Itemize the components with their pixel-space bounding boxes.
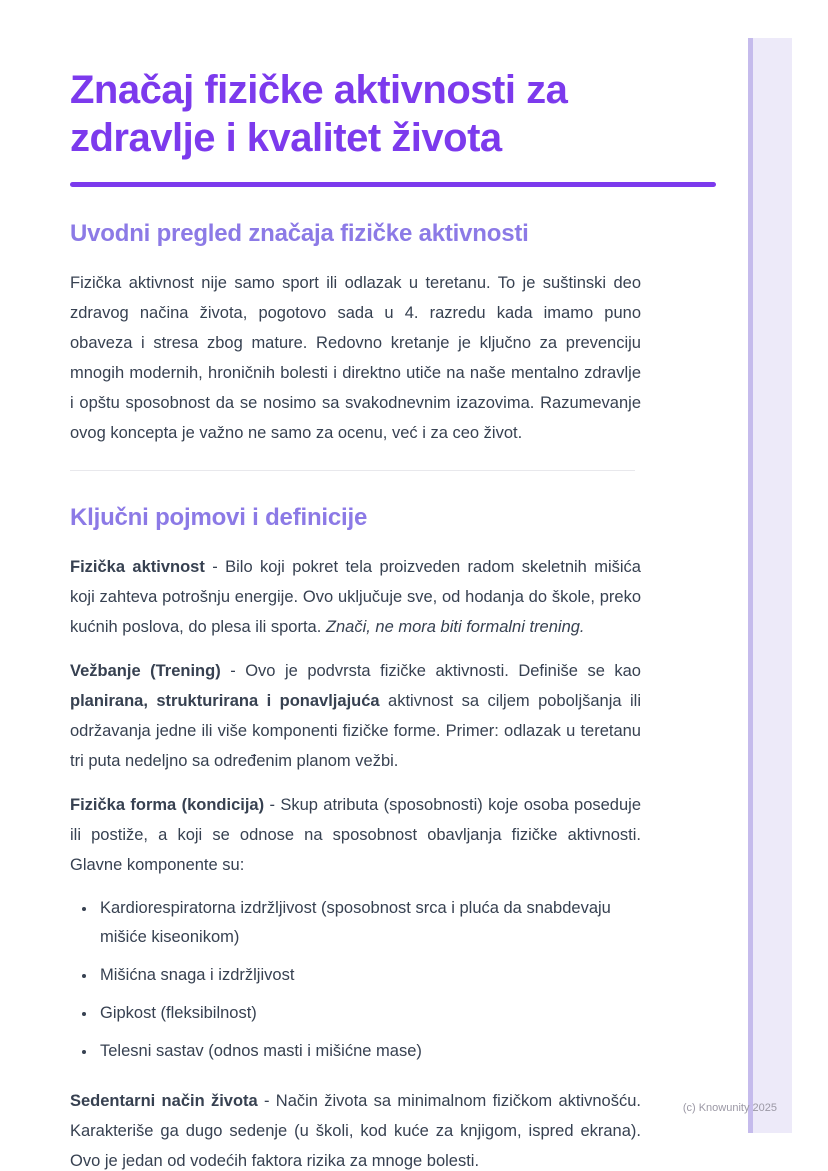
intro-paragraph: Fizička aktivnost nije samo sport ili odlazak u teretanu. To je suštinski deo zdravog načina života, pogotovo sada u 4. razredu kada imamo puno obaveza i stresa zbog mature. Redovno kretanje je ključno za prevenciju mnogih modernih, hroničnih bolesti i direktno utiče na naše mentalno zdravlje i opštu sposobnost da se nosimo sa svakodnevnim izazovima. Razumevanje ovog koncepta je važno ne samo za ocenu, već i za ceo život. <box>70 274 641 442</box>
fitness-components-list <box>70 894 641 1066</box>
bullet-item-kardiorespiratorna: • Kardiorespiratorna izdržljivost (sposobnost srca i pluća da snabdevaju mišiće kiseonikom) <box>97 894 641 952</box>
section-heading-kljucni-pojmovi: Ključni pojmovi i definicije <box>70 504 368 531</box>
document-title: Značaj fizičke aktivnosti za zdravlje i kvalitet života <box>70 68 568 160</box>
definition-fizicka-forma: Fizička forma (kondicija) - Skup atributa (sposobnosti) koje osoba poseduje ili postiže, a koji se odnose na sposobnost obavljanja fizičke aktivnosti. Glavne komponente su: <box>70 796 642 874</box>
content-column <box>70 0 641 1171</box>
footer-copyright: (c) Knowunity 2025 <box>682 1102 777 1114</box>
bullet-item-telesni-sastav: • Telesni sastav (odnos masti i mišićne mase) <box>97 1037 641 1066</box>
section-divider <box>70 470 635 471</box>
bullet-item-gipkost: • Gipkost (fleksibilnost) <box>97 999 641 1028</box>
bullet-item-misicna-snaga: • Mišićna snaga i izdržljivost <box>97 961 641 990</box>
title-underline-rule <box>70 182 716 187</box>
definition-fizicka-aktivnost: Fizička aktivnost - Bilo koji pokret tela proizveden radom skeletnih mišića koji zahteva potrošnju energije. Ovo uključuje sve, od hodanja do škole, preko kućnih poslova, do plesa ili sporta. Znači, ne mora biti formalni trening. <box>70 558 641 636</box>
right-accent-bar <box>748 38 792 1133</box>
definition-vezbanje-trening: Vežbanje (Trening) - Ovo je podvrsta fizičke aktivnosti. Definiše se kao planirana, strukturirana i ponavljajuća aktivnost sa ciljem poboljšanja ili održavanja jedne ili više komponenti fizičke forme. Primer: odlazak u teretanu tri puta nedeljno sa određenim planom vežbi. <box>70 662 641 770</box>
definition-sedentarni-nacin: Sedentarni način života - Način života sa minimalnom fizičkom aktivnošću. Karakteriše ga dugo sedenje (u školi, kod kuće za knjigom, ispred ekrana). Ovo je jedan od vodećih faktora rizika za mnoge bolesti. <box>70 1092 641 1170</box>
section-heading-uvodni-pregled: Uvodni pregled značaja fizičke aktivnosti <box>70 220 529 247</box>
